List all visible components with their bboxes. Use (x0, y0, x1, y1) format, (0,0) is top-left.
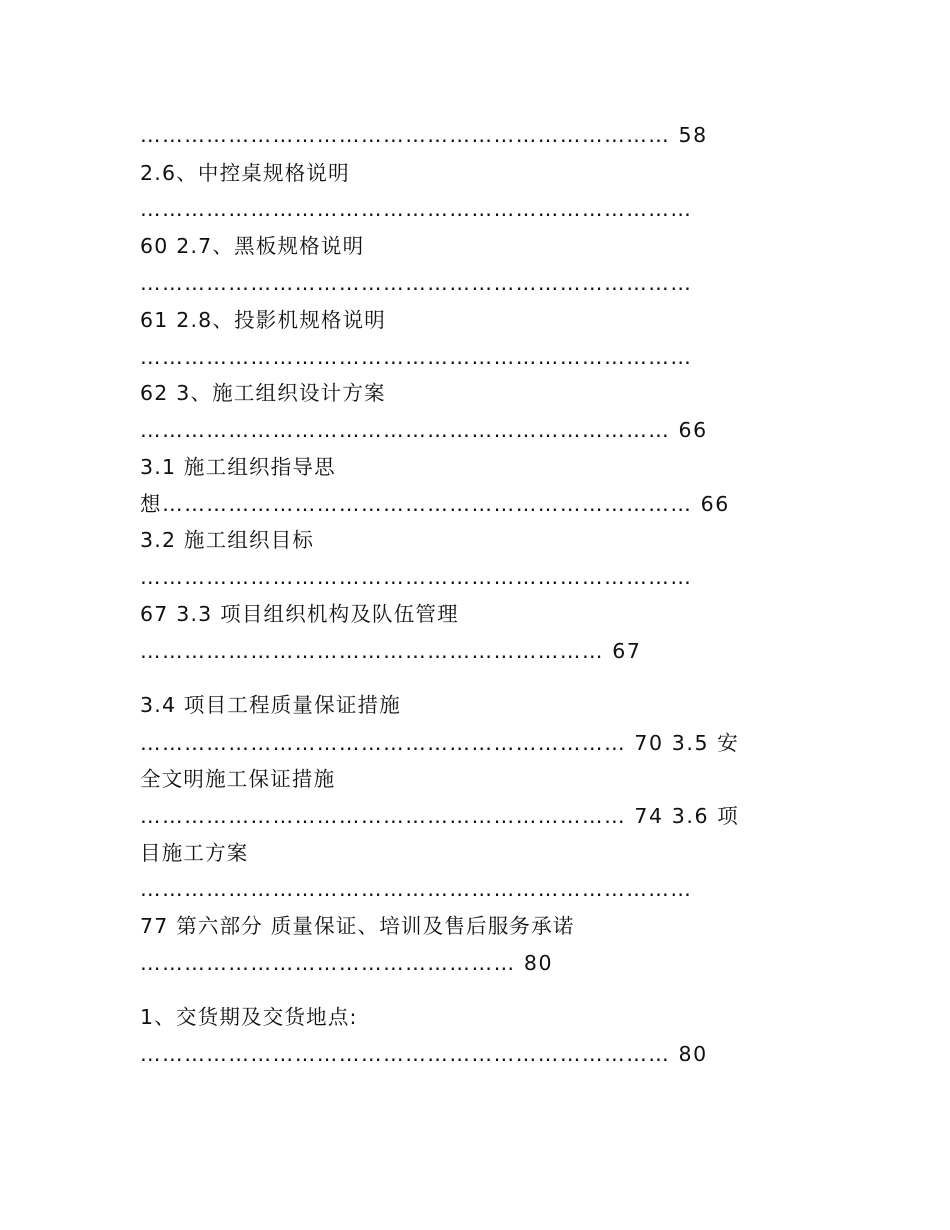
toc-dots-line: ………………………………………………………………… (140, 345, 693, 369)
toc-dots-line: ………………………………………………………………… (140, 271, 693, 295)
toc-dots-line: ………………………………………………………………… (140, 565, 693, 589)
toc-dots-line: ……………………………………………………………… 66 (140, 418, 708, 442)
toc-dots-line: ……………………………………………………… 67 (140, 639, 642, 663)
toc-dots-line: 想……………………………………………………………… 66 (140, 492, 730, 516)
toc-entry: 61 2.8、投影机规格说明 (140, 308, 387, 332)
toc-entry: 3.1 施工组织指导思 (140, 455, 336, 479)
toc-dots-line: ……………………………………………………………… 58 (140, 123, 708, 147)
toc-dots-line: ………………………………………………………………… (140, 197, 693, 221)
toc-dots-line: ………………………………………………………… 74 3.6 项 (140, 804, 740, 828)
toc-entry: 77 第六部分 质量保证、培训及售后服务承诺 (140, 914, 575, 938)
toc-entry: 全文明施工保证措施 (140, 767, 336, 791)
toc-dots-line: …………………………………………… 80 (140, 951, 554, 975)
toc-entry: 3.2 施工组织目标 (140, 528, 315, 552)
toc-dots-line: ………………………………………………………………… (140, 877, 693, 901)
toc-entry: 60 2.7、黑板规格说明 (140, 234, 365, 258)
toc-entry: 2.6、中控桌规格说明 (140, 161, 350, 185)
toc-entry: 3.4 项目工程质量保证措施 (140, 693, 401, 717)
toc-entry: 1、交货期及交货地点: (140, 1005, 358, 1029)
toc-entry: 62 3、施工组织设计方案 (140, 381, 386, 405)
toc-entry: 目施工方案 (140, 841, 249, 865)
toc-entry: 67 3.3 项目组织机构及队伍管理 (140, 602, 459, 626)
toc-dots-line: ……………………………………………………………… 80 (140, 1042, 708, 1066)
toc-dots-line: ………………………………………………………… 70 3.5 安 (140, 731, 740, 755)
